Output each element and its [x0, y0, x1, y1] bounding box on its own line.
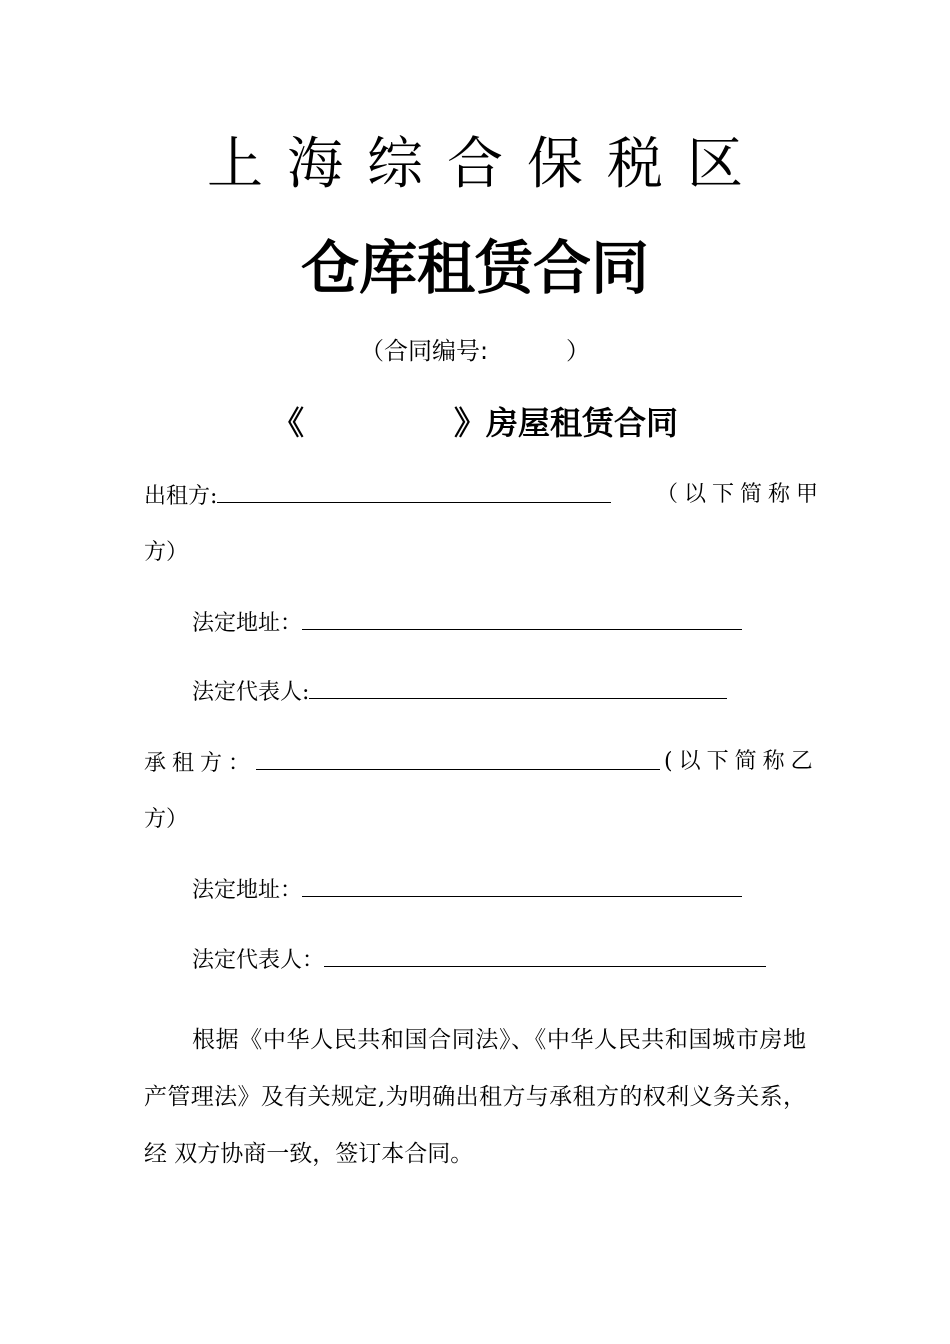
house-title-close: 》房屋租赁合同	[454, 404, 679, 442]
lessor-rep-blank	[309, 676, 727, 699]
contract-number-label: （合同编号:	[359, 337, 489, 365]
lessor-address-line	[192, 607, 742, 639]
house-lease-title	[0, 402, 950, 444]
lessee-suffix: (以下简称乙	[664, 749, 819, 774]
lessee-rep-label: 法定代表人：	[192, 948, 325, 973]
lessee-label: 承租方：	[144, 751, 257, 776]
lessee-address-line	[192, 874, 742, 906]
contract-number-close: ）	[566, 337, 591, 365]
contract-number	[0, 335, 950, 367]
contract-title: 仓库租赁合同	[300, 234, 649, 302]
lessee-suffix-cont: 方）	[144, 807, 189, 832]
lessor-line	[144, 480, 611, 512]
lessor-rep-line	[192, 676, 727, 708]
lessor-address-blank	[302, 607, 742, 630]
lessor-name-blank	[217, 480, 611, 503]
lessor-label: 出租方:	[144, 484, 218, 509]
house-title-open: 《	[271, 404, 304, 442]
lessor-suffix-cont: 方）	[144, 540, 189, 565]
lessee-line	[144, 747, 660, 779]
lessee-address-blank	[302, 874, 742, 897]
lessee-rep-line	[192, 944, 766, 976]
lessee-rep-blank	[324, 944, 766, 967]
lessor-address-label: 法定地址：	[192, 611, 303, 636]
lessor-rep-label: 法定代表人:	[192, 680, 310, 705]
preamble-paragraph: 根据《中华人民共和国合同法》、《中华人民共和国城市房地产管理法》及有关规定,为明确出租方与承租方的权利义务关系，经 双方协商一致，签订本合同。	[144, 1027, 806, 1167]
lessor-suffix: （以下简称甲	[656, 482, 825, 507]
lessee-address-label: 法定地址：	[192, 878, 303, 903]
document-title: 上海综合保税区	[207, 132, 767, 197]
lessee-name-blank	[256, 747, 660, 770]
